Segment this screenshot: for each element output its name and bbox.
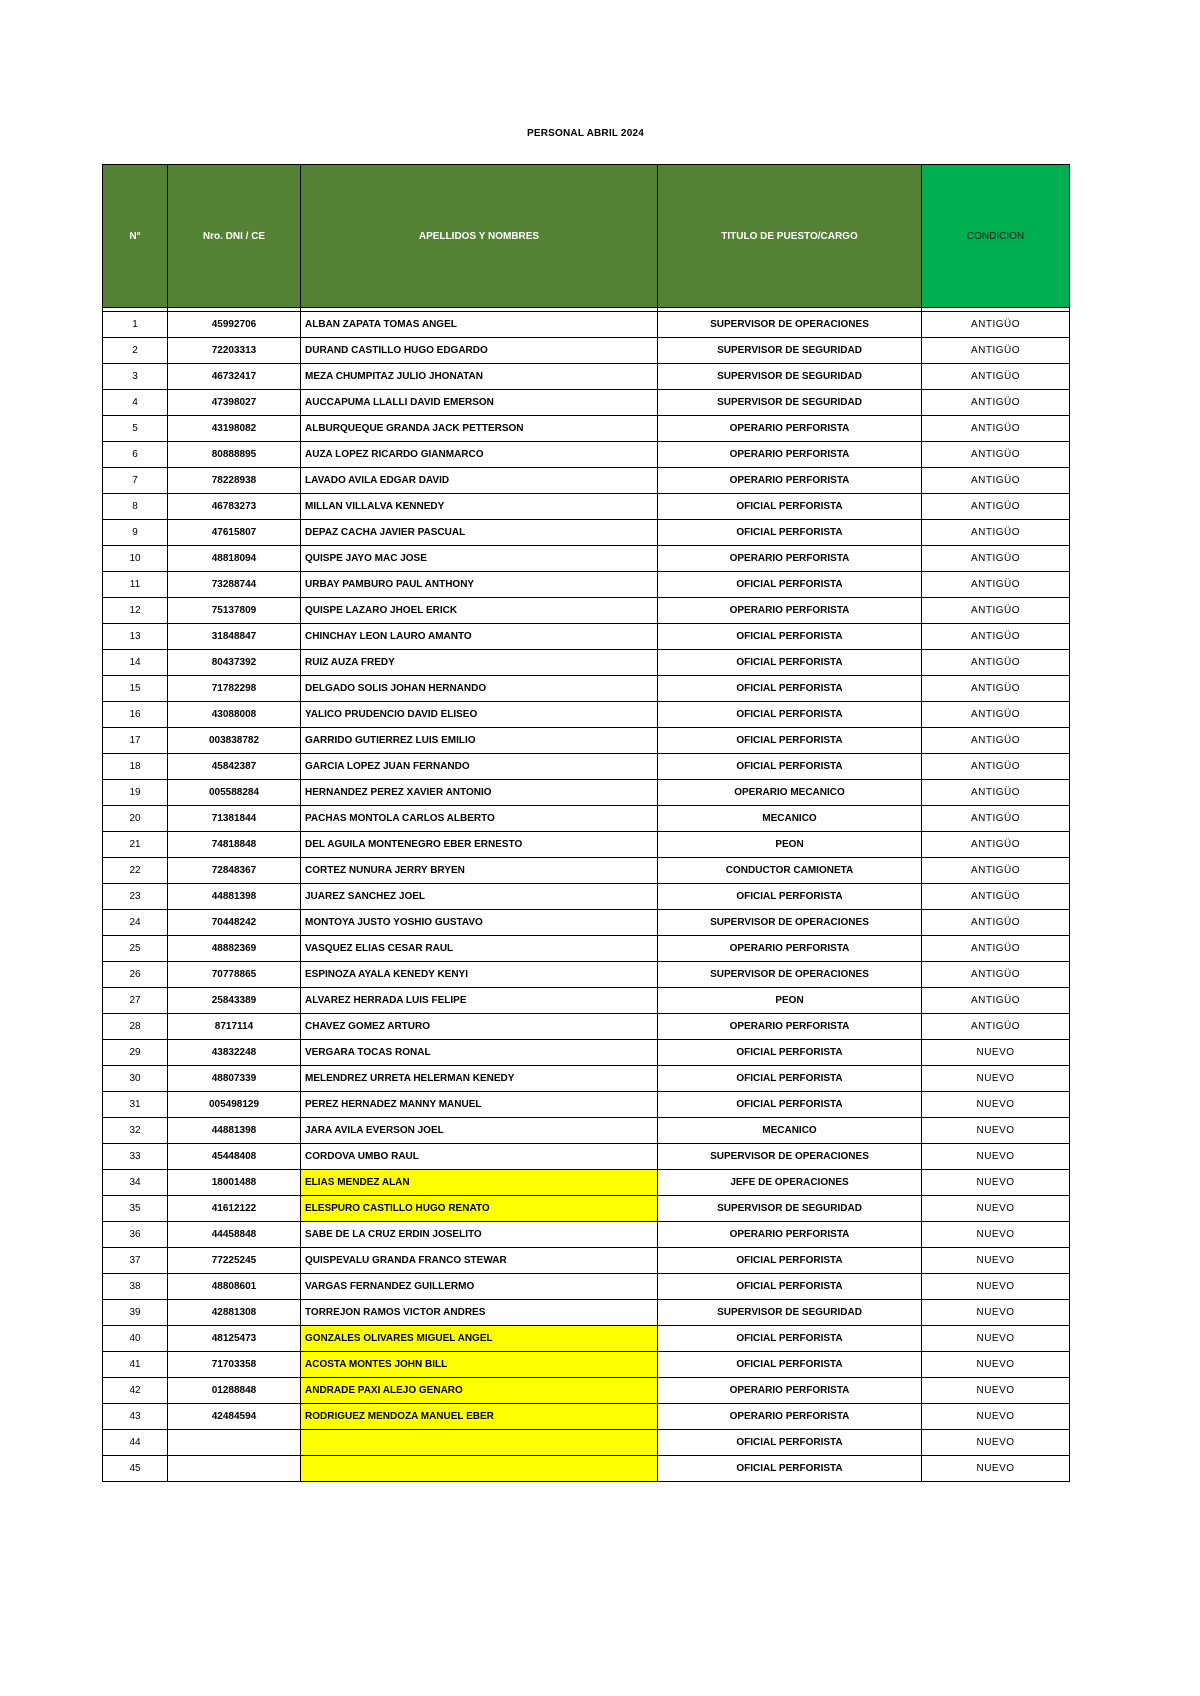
row-number: 33 bbox=[103, 1144, 168, 1170]
header-no: N° bbox=[103, 165, 168, 308]
row-number: 21 bbox=[103, 832, 168, 858]
table-row bbox=[103, 754, 1070, 780]
row-condicion: ANTIGÜO bbox=[922, 546, 1070, 572]
row-dni: 42881308 bbox=[168, 1300, 301, 1326]
row-dni: 46783273 bbox=[168, 494, 301, 520]
row-condicion: ANTIGÜO bbox=[922, 390, 1070, 416]
row-condicion: NUEVO bbox=[922, 1066, 1070, 1092]
table-row bbox=[103, 1040, 1070, 1066]
row-cargo: OFICIAL PERFORISTA bbox=[658, 702, 922, 728]
row-name: GONZALES OLIVARES MIGUEL ANGEL bbox=[301, 1326, 658, 1352]
row-cargo: OFICIAL PERFORISTA bbox=[658, 520, 922, 546]
row-cargo: SUPERVISOR DE OPERACIONES bbox=[658, 312, 922, 338]
row-condicion: ANTIGÜO bbox=[922, 728, 1070, 754]
row-name: ELESPURO CASTILLO HUGO RENATO bbox=[301, 1196, 658, 1222]
row-dni: 45992706 bbox=[168, 312, 301, 338]
row-name: GARCIA LOPEZ JUAN FERNANDO bbox=[301, 754, 658, 780]
row-number: 39 bbox=[103, 1300, 168, 1326]
row-name: PACHAS MONTOLA CARLOS ALBERTO bbox=[301, 806, 658, 832]
row-name: MEZA CHUMPITAZ JULIO JHONATAN bbox=[301, 364, 658, 390]
table-row bbox=[103, 624, 1070, 650]
row-cargo: OPERARIO MECANICO bbox=[658, 780, 922, 806]
row-condicion: NUEVO bbox=[922, 1378, 1070, 1404]
table-row bbox=[103, 364, 1070, 390]
row-cargo: OFICIAL PERFORISTA bbox=[658, 1066, 922, 1092]
row-name: LAVADO AVILA EDGAR DAVID bbox=[301, 468, 658, 494]
table-row bbox=[103, 1066, 1070, 1092]
row-number: 32 bbox=[103, 1118, 168, 1144]
row-name: GARRIDO GUTIERREZ LUIS EMILIO bbox=[301, 728, 658, 754]
row-condicion: ANTIGÜO bbox=[922, 364, 1070, 390]
row-condicion: ANTIGÜO bbox=[922, 416, 1070, 442]
row-dni: 48125473 bbox=[168, 1326, 301, 1352]
row-name: JUAREZ SANCHEZ JOEL bbox=[301, 884, 658, 910]
row-condicion: ANTIGÜO bbox=[922, 572, 1070, 598]
row-number: 7 bbox=[103, 468, 168, 494]
row-condicion: NUEVO bbox=[922, 1118, 1070, 1144]
row-number: 28 bbox=[103, 1014, 168, 1040]
row-cargo: SUPERVISOR DE SEGURIDAD bbox=[658, 364, 922, 390]
row-cargo: OFICIAL PERFORISTA bbox=[658, 572, 922, 598]
row-dni: 71703358 bbox=[168, 1352, 301, 1378]
row-name: AUCCAPUMA LLALLI DAVID EMERSON bbox=[301, 390, 658, 416]
row-number: 17 bbox=[103, 728, 168, 754]
row-condicion: ANTIGÜO bbox=[922, 650, 1070, 676]
row-name: CHINCHAY LEON LAURO AMANTO bbox=[301, 624, 658, 650]
table-row bbox=[103, 832, 1070, 858]
row-number: 29 bbox=[103, 1040, 168, 1066]
row-condicion: ANTIGÜO bbox=[922, 338, 1070, 364]
row-dni: 48807339 bbox=[168, 1066, 301, 1092]
table-row bbox=[103, 858, 1070, 884]
row-name bbox=[301, 1430, 658, 1456]
row-condicion: ANTIGÜO bbox=[922, 806, 1070, 832]
row-cargo: OFICIAL PERFORISTA bbox=[658, 1456, 922, 1482]
row-name: DEL AGUILA MONTENEGRO EBER ERNESTO bbox=[301, 832, 658, 858]
row-name: PEREZ HERNADEZ MANNY MANUEL bbox=[301, 1092, 658, 1118]
table-row bbox=[103, 884, 1070, 910]
row-condicion: NUEVO bbox=[922, 1352, 1070, 1378]
row-cargo: OFICIAL PERFORISTA bbox=[658, 1326, 922, 1352]
row-name: TORREJON RAMOS VICTOR ANDRES bbox=[301, 1300, 658, 1326]
row-dni: 80437392 bbox=[168, 650, 301, 676]
table-row bbox=[103, 390, 1070, 416]
row-name: QUISPE JAYO MAC JOSE bbox=[301, 546, 658, 572]
row-cargo: OPERARIO PERFORISTA bbox=[658, 1014, 922, 1040]
row-condicion: NUEVO bbox=[922, 1170, 1070, 1196]
row-dni: 70778865 bbox=[168, 962, 301, 988]
row-cargo: PEON bbox=[658, 832, 922, 858]
table-row bbox=[103, 546, 1070, 572]
row-cargo: OFICIAL PERFORISTA bbox=[658, 494, 922, 520]
row-name: AUZA LOPEZ RICARDO GIANMARCO bbox=[301, 442, 658, 468]
row-cargo: OFICIAL PERFORISTA bbox=[658, 728, 922, 754]
row-dni: 48882369 bbox=[168, 936, 301, 962]
row-name: CORTEZ NUNURA JERRY BRYEN bbox=[301, 858, 658, 884]
table-row bbox=[103, 468, 1070, 494]
row-condicion: ANTIGÜO bbox=[922, 468, 1070, 494]
row-name: DELGADO SOLIS JOHAN HERNANDO bbox=[301, 676, 658, 702]
row-dni: 80888895 bbox=[168, 442, 301, 468]
row-condicion: ANTIGÜO bbox=[922, 884, 1070, 910]
row-condicion: NUEVO bbox=[922, 1456, 1070, 1482]
table-row bbox=[103, 806, 1070, 832]
row-condicion: NUEVO bbox=[922, 1196, 1070, 1222]
table-row bbox=[103, 338, 1070, 364]
row-dni: 47398027 bbox=[168, 390, 301, 416]
row-name: DEPAZ CACHA JAVIER PASCUAL bbox=[301, 520, 658, 546]
row-number: 4 bbox=[103, 390, 168, 416]
table-row bbox=[103, 702, 1070, 728]
row-name: ALBURQUEQUE GRANDA JACK PETTERSON bbox=[301, 416, 658, 442]
row-number: 8 bbox=[103, 494, 168, 520]
row-dni: 01288848 bbox=[168, 1378, 301, 1404]
table-row bbox=[103, 780, 1070, 806]
row-dni: 45448408 bbox=[168, 1144, 301, 1170]
row-cargo: OPERARIO PERFORISTA bbox=[658, 416, 922, 442]
table-row bbox=[103, 416, 1070, 442]
sheet-title: PERSONAL ABRIL 2024 bbox=[527, 128, 644, 139]
row-name: CHAVEZ GOMEZ ARTURO bbox=[301, 1014, 658, 1040]
row-dni: 003838782 bbox=[168, 728, 301, 754]
row-dni: 71381844 bbox=[168, 806, 301, 832]
row-number: 25 bbox=[103, 936, 168, 962]
table-row bbox=[103, 1430, 1070, 1456]
row-cargo: OFICIAL PERFORISTA bbox=[658, 1040, 922, 1066]
row-dni: 43832248 bbox=[168, 1040, 301, 1066]
table-row bbox=[103, 442, 1070, 468]
row-dni: 77225245 bbox=[168, 1248, 301, 1274]
row-dni bbox=[168, 1456, 301, 1482]
row-dni: 44881398 bbox=[168, 884, 301, 910]
row-number: 15 bbox=[103, 676, 168, 702]
row-condicion: NUEVO bbox=[922, 1040, 1070, 1066]
table-row bbox=[103, 676, 1070, 702]
row-condicion: ANTIGÜO bbox=[922, 936, 1070, 962]
row-name: QUISPE LAZARO JHOEL ERICK bbox=[301, 598, 658, 624]
row-condicion: ANTIGÜO bbox=[922, 312, 1070, 338]
row-name: ELIAS MENDEZ ALAN bbox=[301, 1170, 658, 1196]
row-dni: 73288744 bbox=[168, 572, 301, 598]
row-dni: 8717114 bbox=[168, 1014, 301, 1040]
table-row bbox=[103, 988, 1070, 1014]
row-name: CORDOVA UMBO RAUL bbox=[301, 1144, 658, 1170]
row-cargo: OFICIAL PERFORISTA bbox=[658, 1274, 922, 1300]
row-dni: 44881398 bbox=[168, 1118, 301, 1144]
row-condicion: ANTIGÜO bbox=[922, 962, 1070, 988]
row-name: MONTOYA JUSTO YOSHIO GUSTAVO bbox=[301, 910, 658, 936]
row-dni: 72848367 bbox=[168, 858, 301, 884]
table-header bbox=[103, 165, 1070, 308]
row-cargo: OFICIAL PERFORISTA bbox=[658, 624, 922, 650]
row-cargo: OPERARIO PERFORISTA bbox=[658, 1222, 922, 1248]
row-cargo: OPERARIO PERFORISTA bbox=[658, 442, 922, 468]
table-row bbox=[103, 1092, 1070, 1118]
row-condicion: NUEVO bbox=[922, 1430, 1070, 1456]
row-name: DURAND CASTILLO HUGO EDGARDO bbox=[301, 338, 658, 364]
row-cargo: OPERARIO PERFORISTA bbox=[658, 546, 922, 572]
header-dni: Nro. DNI / CE bbox=[168, 165, 301, 308]
row-name: QUISPEVALU GRANDA FRANCO STEWAR bbox=[301, 1248, 658, 1274]
table-row bbox=[103, 1222, 1070, 1248]
row-cargo: SUPERVISOR DE SEGURIDAD bbox=[658, 390, 922, 416]
table-row bbox=[103, 910, 1070, 936]
row-number: 38 bbox=[103, 1274, 168, 1300]
row-condicion: ANTIGÜO bbox=[922, 910, 1070, 936]
row-dni: 41612122 bbox=[168, 1196, 301, 1222]
row-number: 26 bbox=[103, 962, 168, 988]
table-row bbox=[103, 1274, 1070, 1300]
row-name: RUIZ AUZA FREDY bbox=[301, 650, 658, 676]
table-row bbox=[103, 1378, 1070, 1404]
row-cargo: JEFE DE OPERACIONES bbox=[658, 1170, 922, 1196]
header-cargo: TITULO DE PUESTO/CARGO bbox=[658, 165, 922, 308]
row-name: ESPINOZA AYALA KENEDY KENYI bbox=[301, 962, 658, 988]
row-number: 1 bbox=[103, 312, 168, 338]
row-dni: 47615807 bbox=[168, 520, 301, 546]
row-number: 41 bbox=[103, 1352, 168, 1378]
row-dni: 45842387 bbox=[168, 754, 301, 780]
row-dni: 31848847 bbox=[168, 624, 301, 650]
row-name: VERGARA TOCAS RONAL bbox=[301, 1040, 658, 1066]
row-number: 36 bbox=[103, 1222, 168, 1248]
row-cargo: OPERARIO PERFORISTA bbox=[658, 598, 922, 624]
row-condicion: NUEVO bbox=[922, 1144, 1070, 1170]
row-cargo: MECANICO bbox=[658, 806, 922, 832]
row-cargo: SUPERVISOR DE SEGURIDAD bbox=[658, 338, 922, 364]
table-row bbox=[103, 1118, 1070, 1144]
row-condicion: NUEVO bbox=[922, 1404, 1070, 1430]
row-dni: 005588284 bbox=[168, 780, 301, 806]
table-body bbox=[103, 308, 1070, 1482]
personnel-table bbox=[102, 164, 1070, 1482]
row-dni: 43198082 bbox=[168, 416, 301, 442]
row-dni: 46732417 bbox=[168, 364, 301, 390]
row-cargo: SUPERVISOR DE OPERACIONES bbox=[658, 962, 922, 988]
row-number: 6 bbox=[103, 442, 168, 468]
table-row bbox=[103, 1352, 1070, 1378]
row-cargo: MECANICO bbox=[658, 1118, 922, 1144]
row-number: 43 bbox=[103, 1404, 168, 1430]
row-number: 19 bbox=[103, 780, 168, 806]
row-condicion: ANTIGÜO bbox=[922, 520, 1070, 546]
row-name: ACOSTA MONTES JOHN BILL bbox=[301, 1352, 658, 1378]
header-name: APELLIDOS Y NOMBRES bbox=[301, 165, 658, 308]
row-cargo: OFICIAL PERFORISTA bbox=[658, 1248, 922, 1274]
row-dni: 25843389 bbox=[168, 988, 301, 1014]
row-number: 2 bbox=[103, 338, 168, 364]
row-number: 12 bbox=[103, 598, 168, 624]
table-row bbox=[103, 936, 1070, 962]
row-number: 34 bbox=[103, 1170, 168, 1196]
row-name: VASQUEZ ELIAS CESAR RAUL bbox=[301, 936, 658, 962]
row-number: 18 bbox=[103, 754, 168, 780]
row-number: 22 bbox=[103, 858, 168, 884]
row-dni: 70448242 bbox=[168, 910, 301, 936]
row-number: 5 bbox=[103, 416, 168, 442]
row-cargo: OFICIAL PERFORISTA bbox=[658, 650, 922, 676]
row-cargo: OFICIAL PERFORISTA bbox=[658, 676, 922, 702]
row-condicion: ANTIGÜO bbox=[922, 780, 1070, 806]
table-row bbox=[103, 1144, 1070, 1170]
row-dni bbox=[168, 1430, 301, 1456]
table-row bbox=[103, 1248, 1070, 1274]
row-cargo: OFICIAL PERFORISTA bbox=[658, 754, 922, 780]
row-name bbox=[301, 1456, 658, 1482]
table-row bbox=[103, 1170, 1070, 1196]
row-number: 40 bbox=[103, 1326, 168, 1352]
row-dni: 18001488 bbox=[168, 1170, 301, 1196]
row-dni: 44458848 bbox=[168, 1222, 301, 1248]
row-name: MILLAN VILLALVA KENNEDY bbox=[301, 494, 658, 520]
table-row bbox=[103, 962, 1070, 988]
row-number: 16 bbox=[103, 702, 168, 728]
row-condicion: NUEVO bbox=[922, 1300, 1070, 1326]
row-number: 45 bbox=[103, 1456, 168, 1482]
row-condicion: NUEVO bbox=[922, 1274, 1070, 1300]
table-row bbox=[103, 1300, 1070, 1326]
row-dni: 48818094 bbox=[168, 546, 301, 572]
row-condicion: ANTIGÜO bbox=[922, 1014, 1070, 1040]
row-cargo: OPERARIO PERFORISTA bbox=[658, 936, 922, 962]
row-name: MELENDREZ URRETA HELERMAN KENEDY bbox=[301, 1066, 658, 1092]
row-condicion: ANTIGÜO bbox=[922, 624, 1070, 650]
row-condicion: ANTIGÜO bbox=[922, 858, 1070, 884]
row-condicion: ANTIGÜO bbox=[922, 832, 1070, 858]
row-condicion: ANTIGÜO bbox=[922, 988, 1070, 1014]
row-condicion: ANTIGÜO bbox=[922, 702, 1070, 728]
row-number: 30 bbox=[103, 1066, 168, 1092]
table-row bbox=[103, 650, 1070, 676]
row-condicion: ANTIGÜO bbox=[922, 754, 1070, 780]
row-condicion: NUEVO bbox=[922, 1326, 1070, 1352]
table-row bbox=[103, 1014, 1070, 1040]
row-number: 44 bbox=[103, 1430, 168, 1456]
row-number: 13 bbox=[103, 624, 168, 650]
row-number: 14 bbox=[103, 650, 168, 676]
row-condicion: NUEVO bbox=[922, 1092, 1070, 1118]
row-number: 37 bbox=[103, 1248, 168, 1274]
row-number: 35 bbox=[103, 1196, 168, 1222]
row-cargo: OPERARIO PERFORISTA bbox=[658, 1378, 922, 1404]
table-row bbox=[103, 312, 1070, 338]
row-dni: 43088008 bbox=[168, 702, 301, 728]
table-row bbox=[103, 728, 1070, 754]
table-row bbox=[103, 572, 1070, 598]
row-number: 11 bbox=[103, 572, 168, 598]
row-number: 9 bbox=[103, 520, 168, 546]
row-dni: 72203313 bbox=[168, 338, 301, 364]
row-cargo: SUPERVISOR DE SEGURIDAD bbox=[658, 1196, 922, 1222]
table-row bbox=[103, 1196, 1070, 1222]
row-cargo: SUPERVISOR DE SEGURIDAD bbox=[658, 1300, 922, 1326]
row-cargo: OFICIAL PERFORISTA bbox=[658, 1352, 922, 1378]
row-cargo: PEON bbox=[658, 988, 922, 1014]
row-number: 3 bbox=[103, 364, 168, 390]
row-dni: 42484594 bbox=[168, 1404, 301, 1430]
row-dni: 48808601 bbox=[168, 1274, 301, 1300]
row-name: VARGAS FERNANDEZ GUILLERMO bbox=[301, 1274, 658, 1300]
row-cargo: OFICIAL PERFORISTA bbox=[658, 1092, 922, 1118]
row-name: YALICO PRUDENCIO DAVID ELISEO bbox=[301, 702, 658, 728]
row-number: 42 bbox=[103, 1378, 168, 1404]
row-cargo: OPERARIO PERFORISTA bbox=[658, 468, 922, 494]
row-number: 20 bbox=[103, 806, 168, 832]
row-condicion: NUEVO bbox=[922, 1248, 1070, 1274]
row-condicion: ANTIGÜO bbox=[922, 676, 1070, 702]
table-row bbox=[103, 1404, 1070, 1430]
row-condicion: NUEVO bbox=[922, 1222, 1070, 1248]
row-condicion: ANTIGÜO bbox=[922, 494, 1070, 520]
row-cargo: SUPERVISOR DE OPERACIONES bbox=[658, 1144, 922, 1170]
row-number: 31 bbox=[103, 1092, 168, 1118]
row-condicion: ANTIGÜO bbox=[922, 442, 1070, 468]
row-cargo: OFICIAL PERFORISTA bbox=[658, 1430, 922, 1456]
row-cargo: SUPERVISOR DE OPERACIONES bbox=[658, 910, 922, 936]
row-cargo: OFICIAL PERFORISTA bbox=[658, 884, 922, 910]
row-name: HERNANDEZ PEREZ XAVIER ANTONIO bbox=[301, 780, 658, 806]
row-name: ALBAN ZAPATA TOMAS ANGEL bbox=[301, 312, 658, 338]
row-number: 23 bbox=[103, 884, 168, 910]
row-name: ANDRADE PAXI ALEJO GENARO bbox=[301, 1378, 658, 1404]
row-name: SABE DE LA CRUZ ERDIN JOSELITO bbox=[301, 1222, 658, 1248]
row-name: URBAY PAMBURO PAUL ANTHONY bbox=[301, 572, 658, 598]
table-row bbox=[103, 1456, 1070, 1482]
row-name: JARA AVILA EVERSON JOEL bbox=[301, 1118, 658, 1144]
table-row bbox=[103, 520, 1070, 546]
row-condicion: ANTIGÜO bbox=[922, 598, 1070, 624]
table-row bbox=[103, 598, 1070, 624]
row-dni: 74818848 bbox=[168, 832, 301, 858]
row-dni: 005498129 bbox=[168, 1092, 301, 1118]
table-row bbox=[103, 494, 1070, 520]
row-dni: 75137809 bbox=[168, 598, 301, 624]
row-cargo: OPERARIO PERFORISTA bbox=[658, 1404, 922, 1430]
header-condicion: CONDICION bbox=[922, 165, 1070, 308]
row-dni: 71782298 bbox=[168, 676, 301, 702]
row-name: RODRIGUEZ MENDOZA MANUEL EBER bbox=[301, 1404, 658, 1430]
row-number: 10 bbox=[103, 546, 168, 572]
row-dni: 78228938 bbox=[168, 468, 301, 494]
row-name: ALVAREZ HERRADA LUIS FELIPE bbox=[301, 988, 658, 1014]
row-number: 27 bbox=[103, 988, 168, 1014]
table-row bbox=[103, 1326, 1070, 1352]
row-cargo: CONDUCTOR CAMIONETA bbox=[658, 858, 922, 884]
row-number: 24 bbox=[103, 910, 168, 936]
